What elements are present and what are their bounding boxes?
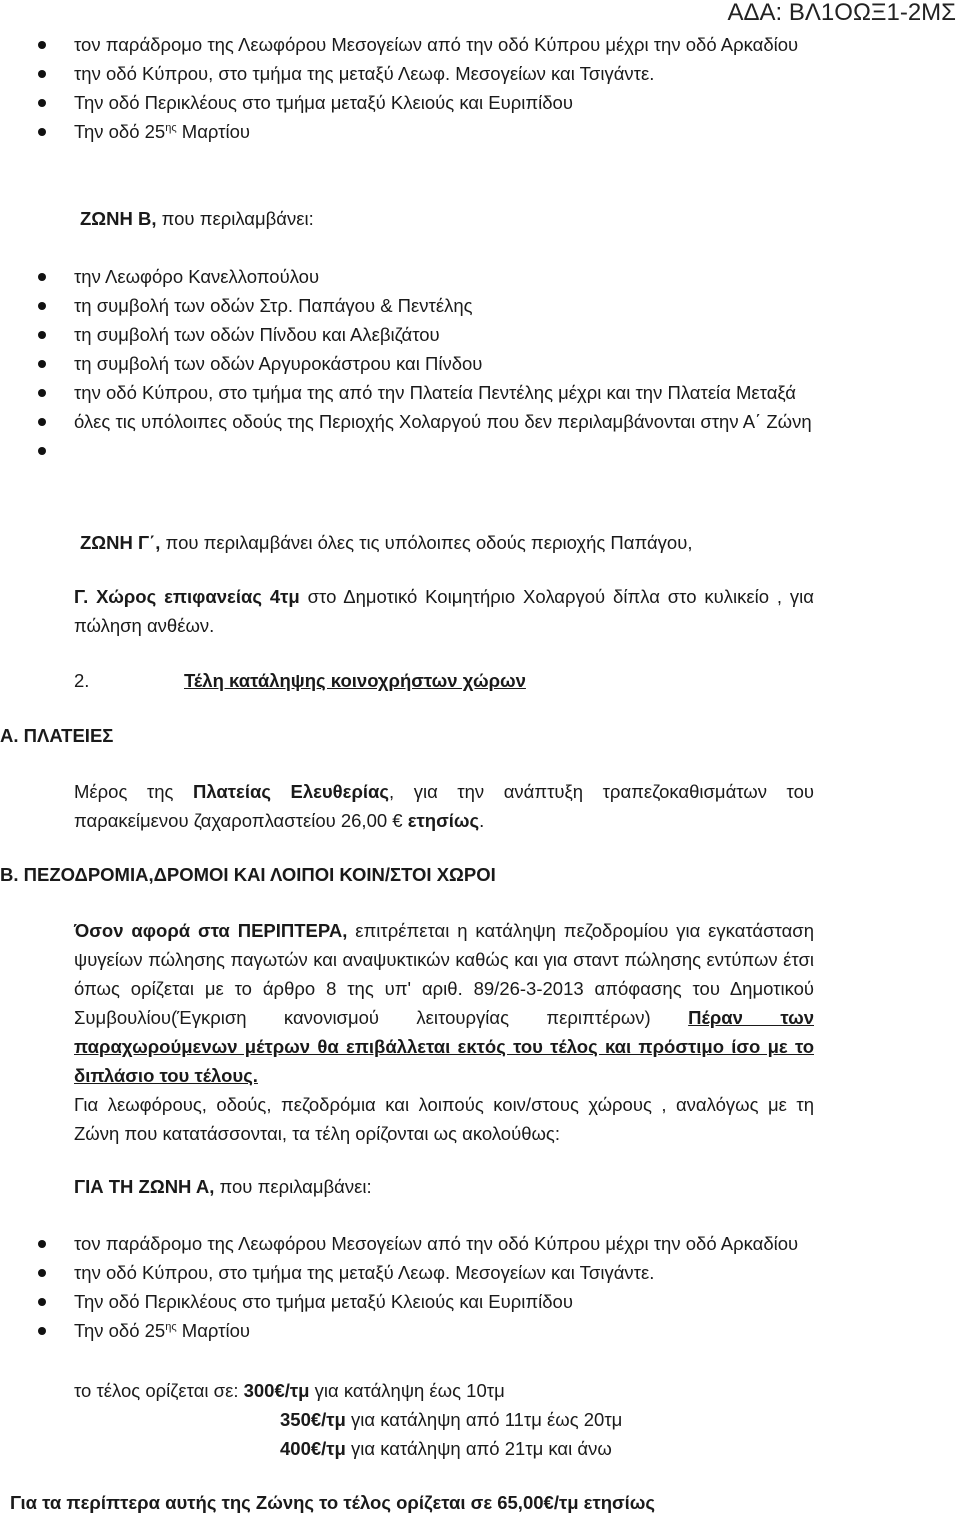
zone-a-fees-list [0,1229,814,1345]
list-item: Την οδό Περικλέους στο τμήμα μεταξύ Κλειούς και Ευριπίδου [0,88,814,117]
zone-b-list [0,262,814,465]
pezodromia-paragraph-2: Για λεωφόρους, οδούς, πεζοδρόμια και λοιπούς κοιν/στους χώρους , αναλόγως με τη Ζώνη που κατατάσσονται, τα τέλη ορίζονται ως ακολούθως: [74,1094,814,1144]
zone-g-title-rest: που περιλαμβάνει όλες τις υπόλοιπες οδούς περιοχής Παπάγου, [160,532,693,553]
periptera-bold: Όσον αφορά στα ΠΕΡΙΠΤΕΡΑ, [74,920,348,941]
list-item: την Λεωφόρο Κανελλοπούλου [0,262,814,291]
list-item: τον παράδρομο της Λεωφόρου Μεσογείων από την οδό Κύπρου μέχρι την οδό Αρκαδίου [0,1229,814,1258]
plateies-square: Πλατείας Ελευθερίας [192,781,390,802]
zone-g-title-bold: ΖΩΝΗ Γ΄, [80,532,161,553]
section-2-number: 2. [74,670,90,691]
march-text-end: Μαρτίου [176,1320,250,1341]
pezodromia-paragraph [74,916,814,1090]
list-item: την οδό Κύπρου, στο τμήμα της από την Πλατεία Πεντέλης μέχρι και την Πλατεία Μεταξά [0,378,814,407]
zone-b-title [80,204,314,233]
list-item [0,117,814,146]
plateies-text [74,777,814,835]
march-sup: ης [165,121,177,134]
list-item: Την οδό Περικλέους στο τμήμα μεταξύ Κλειούς και Ευριπίδου [0,1287,814,1316]
section-2-title: Τέλη κατάληψης κοινοχρήστων χώρων [184,670,526,691]
zone-b-title-rest: που περιλαμβάνει: [156,208,314,229]
fee-amount: 300€/τμ [243,1380,310,1401]
section-g-rest: στο Δημοτικό Κοιμητήριο Χολαργού δίπλα στο κυλικείο , για πώληση ανθέων. [74,586,814,636]
section-g-bold: Γ. Χώρος επιφανείας 4τμ [74,586,300,607]
list-item: τη συμβολή των οδών Αργυροκάστρου και Πίνδου [0,349,814,378]
plateies-heading: Α. ΠΛΑΤΕΙΕΣ [0,725,114,746]
march-text: Την οδό 25 [74,1320,166,1341]
list-item: όλες τις υπόλοιπες οδούς της Περιοχής Χολαργού που δεν περιλαμβάνονται στην Α΄ Ζώνη [0,407,814,436]
pezodromia-heading: Β. ΠΕΖΟΔΡΟΜΙΑ,ΔΡΟΜΟΙ ΚΑΙ ΛΟΙΠΟΙ ΚΟΙΝ/ΣΤΟΙ ΧΩΡΟΙ [0,864,496,885]
zone-b-title-bold: ΖΩΝΗ Β, [80,208,157,229]
fee-label: το τέλος ορίζεται σε: [74,1380,244,1401]
plateies-t1: Μέρος της [74,781,193,802]
fee-desc: για κατάληψη από 21τμ και άνω [345,1438,612,1459]
march-sup: ης [165,1320,177,1333]
zone-a-top-list [0,30,814,146]
march-text-end: Μαρτίου [176,121,250,142]
fee-amount: 400€/τμ [280,1438,346,1459]
zone-a-title-bold: ΓΙΑ ΤΗ ΖΩΝΗ Α, [74,1176,215,1197]
list-item-empty [0,436,814,465]
list-item: την οδό Κύπρου, στο τμήμα της μεταξύ Λεωφ. Μεσογείων και Τσιγάντε. [0,1258,814,1287]
plateies-t3: , για την ανάπτυξη τραπεζοκαθισμάτων του παρακείμενου ζαχαροπλαστείου 26,00 € [74,781,814,831]
list-item: τη συμβολή των οδών Στρ. Παπάγου & Πεντέλης [0,291,814,320]
list-item [0,1316,814,1345]
footer-kiosk-fee: Για τα περίπτερα αυτής της Ζώνης το τέλος ορίζεται σε 65,00€/τμ ετησίως [10,1492,656,1513]
plateies-annual: ετησίως [407,810,480,831]
zone-a-fees-title [74,1172,372,1201]
section-g [74,582,814,640]
fee-desc: για κατάληψη έως 10τμ [309,1380,505,1401]
list-item: την οδό Κύπρου, στο τμήμα της μεταξύ Λεωφ. Μεσογείων και Τσιγάντε. [0,59,814,88]
ada-code: ΑΔΑ: ΒΛ1ΟΩΞ1-2ΜΣ [727,0,956,26]
plateies-t5: . [479,810,485,831]
fee-amount: 350€/τμ [280,1409,346,1430]
zone-g-title [80,528,692,557]
fee-row-1 [74,1376,505,1405]
march-text: Την οδό 25 [74,121,166,142]
list-item: τη συμβολή των οδών Πίνδου και Αλεβιζάτου [0,320,814,349]
list-item: τον παράδρομο της Λεωφόρου Μεσογείων από την οδό Κύπρου μέχρι την οδό Αρκαδίου [0,30,814,59]
zone-a-title-rest: που περιλαμβάνει: [214,1176,372,1197]
penalty-underline: Πέραν των παραχωρούμενων μέτρων θα επιβάλλεται εκτός του τέλος και πρόστιμο ίσο με το διπλάσιο του τέλους. [74,1007,814,1086]
periptera-rest: επιτρέπεται η κατάληψη πεζοδρομίου για εγκατάσταση ψυγείων πώλησης παγωτών και αναψυκτικών καθώς και για σταντ πώλησης εντύπων έτσι όπως ορίζεται με το άρθρο 8 της υπ' αριθ. 89/26-3-2013 απόφασης του Δημοτικού Συμβουλίου(Έγκριση κανονισμού λειτουργίας περιπτέρων) [74,920,814,1028]
fee-desc: για κατάληψη από 11τμ έως 20τμ [345,1409,623,1430]
fee-row-3 [280,1434,612,1463]
fee-row-2 [280,1405,622,1434]
